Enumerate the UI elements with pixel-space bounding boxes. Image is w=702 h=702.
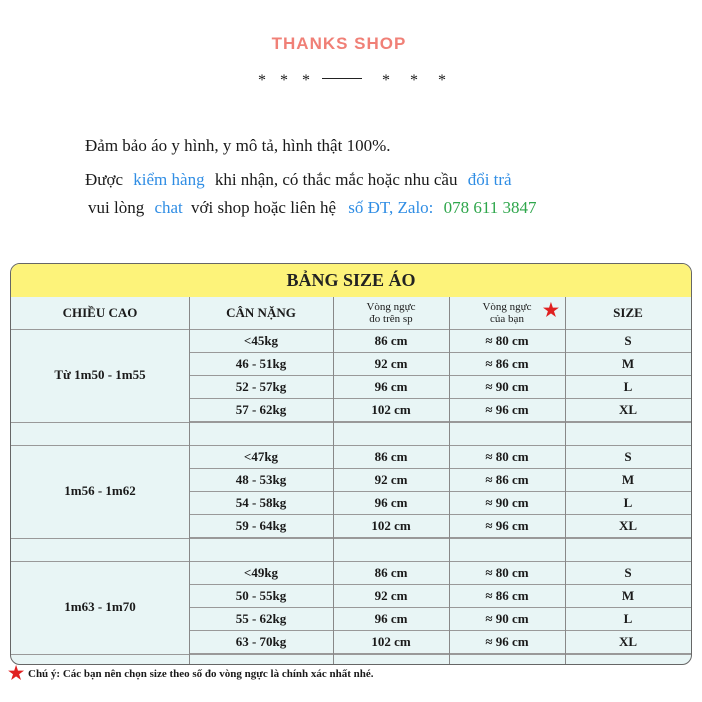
column-size (565, 297, 691, 329)
column-weight-label: CÂN NẶNG (226, 305, 296, 320)
table-cell-size: L (623, 611, 633, 626)
table-cell-chest: 96 cm (374, 611, 408, 626)
stars-right: * * * (382, 72, 454, 89)
table-cell-size: M (621, 472, 635, 487)
column-product-chest-label: Vòng ngực (366, 301, 416, 313)
table-cell-weight: <45kg (243, 333, 279, 348)
column-product-chest-sublabel: đo trên sp (369, 313, 413, 325)
decorative-divider (0, 72, 702, 92)
star-icon: ★ (8, 663, 25, 683)
table-cell-chest: 96 cm (374, 379, 408, 394)
table-cell-your-chest: ≈ 86 cm (485, 356, 529, 371)
table-cell-weight: 50 - 55kg (235, 588, 287, 603)
table-cell-your-chest: ≈ 90 cm (485, 379, 529, 394)
table-cell-size: XL (618, 634, 638, 649)
group-divider (11, 654, 691, 655)
table-cell-chest: 92 cm (374, 356, 408, 371)
stars-left: * * * (258, 72, 315, 89)
table-cell-chest: 102 cm (371, 518, 411, 533)
table-cell-size: L (623, 495, 633, 510)
group-divider (11, 422, 691, 423)
phone-number: 078 611 3847 (443, 198, 537, 217)
column-height-label: CHIỀU CAO (62, 305, 138, 320)
size-table-title: BẢNG SIZE ÁO (11, 264, 691, 297)
column-your-chest-label: Vòng ngực (482, 301, 532, 313)
height-group-label: Từ 1m50 - 1m55 (54, 367, 146, 382)
return-text: đổi trả (467, 170, 512, 189)
table-cell-size: S (624, 565, 632, 580)
table-cell-your-chest: ≈ 80 cm (485, 449, 529, 464)
group-divider (11, 329, 691, 330)
table-cell-your-chest: ≈ 90 cm (485, 611, 529, 626)
table-cell-weight: 63 - 70kg (235, 634, 287, 649)
table-cell-weight: 54 - 58kg (235, 495, 287, 510)
table-cell-chest: 86 cm (374, 333, 408, 348)
table-cell-size: S (624, 333, 632, 348)
column-product-chest (333, 297, 450, 329)
size-table-header (11, 297, 691, 329)
height-group-label: 1m63 - 1m70 (64, 599, 136, 614)
table-cell-your-chest: ≈ 86 cm (485, 472, 529, 487)
table-cell-size: L (623, 379, 633, 394)
column-divider (333, 297, 334, 664)
table-cell-weight: 46 - 51kg (235, 356, 287, 371)
group-divider (11, 561, 691, 562)
divider-line (322, 78, 362, 79)
chat-text: chat (154, 198, 183, 217)
shop-title: THANKS SHOP (271, 34, 407, 53)
column-divider (189, 297, 190, 664)
group-divider (11, 445, 691, 446)
phone-label: số ĐT, Zalo: (348, 198, 434, 217)
note-text: với shop hoặc liên hệ (191, 198, 336, 217)
table-cell-chest: 102 cm (371, 402, 411, 417)
table-cell-your-chest: ≈ 80 cm (485, 565, 529, 580)
column-divider (449, 297, 450, 664)
table-cell-your-chest: ≈ 96 cm (485, 518, 529, 533)
table-cell-weight: 52 - 57kg (235, 379, 287, 394)
column-height (11, 297, 190, 329)
table-cell-chest: 102 cm (371, 634, 411, 649)
column-divider (565, 297, 566, 664)
note-guarantee (85, 136, 390, 156)
table-cell-weight: 57 - 62kg (235, 402, 287, 417)
table-cell-your-chest: ≈ 80 cm (485, 333, 529, 348)
table-cell-weight: 48 - 53kg (235, 472, 287, 487)
table-cell-chest: 92 cm (374, 588, 408, 603)
table-cell-size: XL (618, 402, 638, 417)
inspect-goods-text: kiểm hàng (133, 170, 205, 189)
column-size-label: SIZE (613, 305, 643, 320)
note-contact (88, 198, 537, 218)
table-cell-weight: <47kg (243, 449, 279, 464)
note-guarantee-text: Đảm bảo áo y hình, y mô tả, hình thật 100%. (85, 136, 391, 155)
column-weight (189, 297, 334, 329)
note-inspection (85, 170, 512, 190)
column-your-chest-sublabel: của bạn (490, 313, 524, 325)
table-cell-size: M (621, 356, 635, 371)
table-cell-weight: 59 - 64kg (235, 518, 287, 533)
table-cell-your-chest: ≈ 90 cm (485, 495, 529, 510)
table-cell-weight: <49kg (243, 565, 279, 580)
note-text: Được (85, 170, 124, 189)
note-text: vui lòng (88, 198, 145, 217)
table-cell-size: S (624, 449, 632, 464)
note-text: khi nhận, có thắc mắc hoặc nhu cầu (214, 170, 458, 189)
table-cell-chest: 86 cm (374, 449, 408, 464)
group-divider (11, 538, 691, 539)
table-cell-weight: 55 - 62kg (235, 611, 287, 626)
column-your-chest (449, 297, 566, 329)
table-cell-your-chest: ≈ 96 cm (485, 634, 529, 649)
table-cell-size: M (621, 588, 635, 603)
table-cell-chest: 92 cm (374, 472, 408, 487)
star-icon: ★ (542, 300, 559, 320)
table-cell-size: XL (618, 518, 638, 533)
table-cell-chest: 86 cm (374, 565, 408, 580)
size-table (10, 263, 692, 665)
table-cell-your-chest: ≈ 96 cm (485, 402, 529, 417)
footnote-text: Chú ý: Các bạn nên chọn size theo số đo vòng ngực là chính xác nhất nhé. (28, 668, 374, 680)
table-cell-chest: 96 cm (374, 495, 408, 510)
height-group-label: 1m56 - 1m62 (64, 483, 136, 498)
footnote (8, 663, 374, 683)
table-cell-your-chest: ≈ 86 cm (485, 588, 529, 603)
